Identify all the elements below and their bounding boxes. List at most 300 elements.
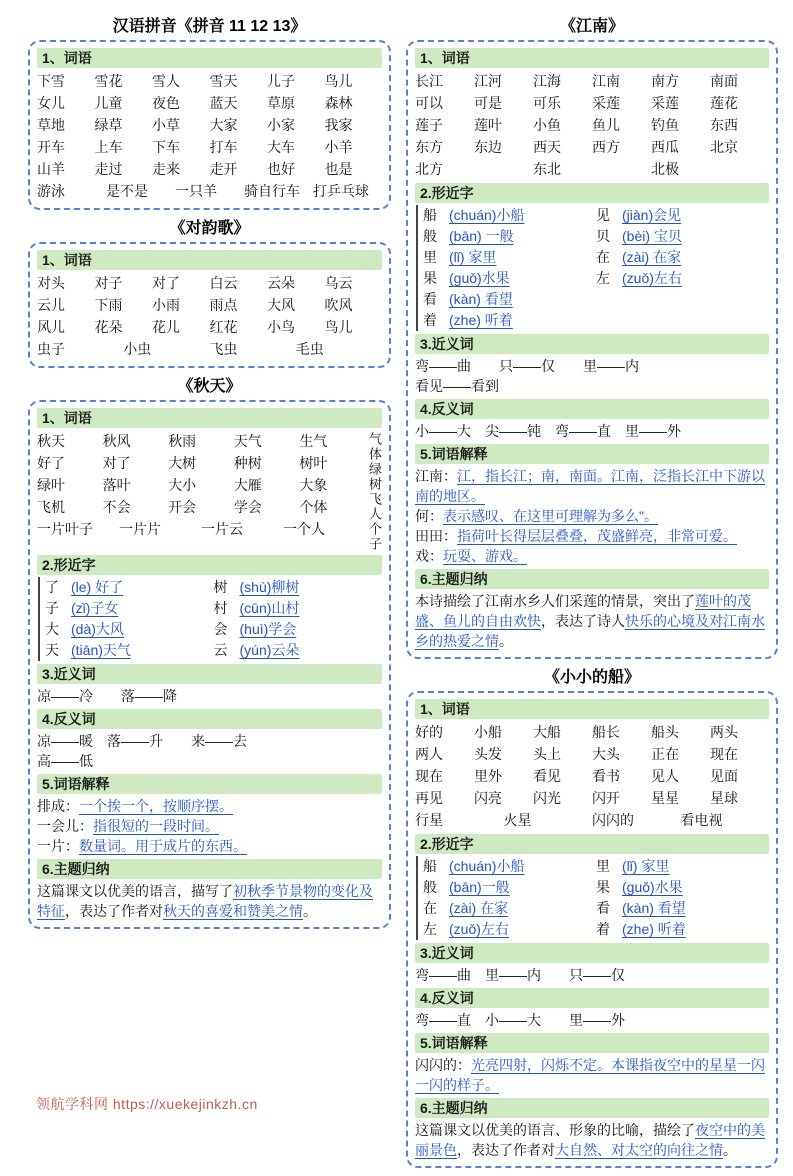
definition xyxy=(37,836,382,856)
text-line: 弯——直 小——大 里——外 xyxy=(415,1012,625,1028)
char: 了 xyxy=(45,579,59,595)
text-line: 小——大 尖——钝 弯——直 里——外 xyxy=(415,423,681,439)
definition xyxy=(415,466,769,506)
char: 般 xyxy=(423,879,437,895)
similar-characters-row xyxy=(45,619,382,640)
char-annotation: (chuán)小船 xyxy=(449,858,525,874)
vertical-words: 气体绿树飞人个子 xyxy=(367,432,382,552)
word: 小鸟 xyxy=(267,319,295,335)
word: 大家 xyxy=(209,117,238,133)
word: 大头 xyxy=(592,746,620,762)
word: 小虫 xyxy=(123,341,152,357)
section-title: 《对韵歌》 xyxy=(169,220,250,237)
char-pair xyxy=(214,598,383,619)
char-annotation: (bèi) 宝贝 xyxy=(622,228,682,244)
similar-characters-row xyxy=(423,877,769,898)
word: 闪亮 xyxy=(474,790,502,806)
word-row xyxy=(37,316,382,338)
word: 生气 xyxy=(299,433,328,449)
definition xyxy=(415,1055,769,1095)
summary-run: 这篇课文以优美的语言、形象的比喻，描绘了 xyxy=(415,1122,695,1138)
text-line: 看见——看到 xyxy=(415,378,499,394)
definition-term: 一片： xyxy=(37,838,79,854)
char: 船 xyxy=(423,207,437,223)
char-annotation: (zhe) 听着 xyxy=(622,921,686,937)
block-header: 3.近义词 xyxy=(37,664,382,684)
char-pair xyxy=(423,289,596,310)
definition-term: 一会儿： xyxy=(37,818,93,834)
word: 吹风 xyxy=(324,297,353,313)
word: 大风 xyxy=(267,297,295,313)
char-annotation: (chuán)小船 xyxy=(449,207,525,223)
word-row xyxy=(415,136,769,158)
block-header: 6.主题归纳 xyxy=(415,1098,769,1118)
char-pair xyxy=(214,640,383,661)
definition-text: 指荷叶长得层层叠叠，茂盛鲜亮，非常可爱。 xyxy=(457,528,737,544)
definition-text: 一个挨一个，按顺序摆。 xyxy=(79,798,233,814)
char: 船 xyxy=(423,858,437,874)
char-annotation: (lǐ) 家里 xyxy=(449,249,497,265)
definition-term: 排成： xyxy=(37,798,79,814)
definition-text: 光亮四射，闪烁不定。本课指夜空中的星星一闪一闪的样子。 xyxy=(415,1057,765,1093)
word: 两人 xyxy=(415,746,443,762)
char: 云 xyxy=(213,642,228,658)
summary-paragraph xyxy=(415,1120,769,1160)
text-lines xyxy=(415,421,769,441)
char-pair xyxy=(423,898,596,919)
word: 北京 xyxy=(710,139,738,155)
word: 采莲 xyxy=(651,95,679,111)
block-header: 5.词语解释 xyxy=(415,1033,769,1053)
word: 对头 xyxy=(37,275,65,291)
char: 树 xyxy=(213,579,228,595)
char-pair xyxy=(423,247,596,268)
word: 也是 xyxy=(324,161,353,177)
definition-text: 表示感叹、在这里可理解为多么"。 xyxy=(443,508,658,524)
block-header: 6.主题归纳 xyxy=(37,859,382,879)
word: 大小 xyxy=(168,477,197,493)
word: 里外 xyxy=(474,768,502,784)
word: 毛虫 xyxy=(295,341,324,357)
char-pair xyxy=(423,268,596,289)
char-annotation: (bān) 一般 xyxy=(449,228,514,244)
char-pair xyxy=(45,577,214,598)
word: 风儿 xyxy=(37,319,65,335)
word: 可是 xyxy=(474,95,502,111)
char-annotation: (kàn) 看望 xyxy=(622,900,686,916)
word: 火星 xyxy=(503,812,532,828)
definition-text: 玩耍、游戏。 xyxy=(443,548,527,564)
word-row xyxy=(37,180,382,202)
block-header: 1、词语 xyxy=(415,699,769,719)
summary-run: 。 xyxy=(499,633,513,649)
summary-run: ，表达了作者对 xyxy=(457,1142,555,1158)
block-header: 4.反义词 xyxy=(37,709,382,729)
definition-term: 田田： xyxy=(415,528,457,544)
char: 看 xyxy=(423,291,437,307)
word: 种树 xyxy=(233,455,262,471)
char-pair xyxy=(423,877,596,898)
char-pair xyxy=(596,268,769,289)
similar-characters-row xyxy=(423,919,769,940)
word: 下雪 xyxy=(37,73,65,89)
char-annotation: (jiàn)会见 xyxy=(622,207,682,223)
word: 鱼儿 xyxy=(592,117,620,133)
word: 骑自行车 xyxy=(244,183,300,199)
char: 见 xyxy=(596,207,610,223)
word: 大车 xyxy=(267,139,295,155)
word-grid xyxy=(37,430,382,552)
char: 在 xyxy=(596,249,610,265)
word-row xyxy=(37,114,382,136)
word: 小鱼 xyxy=(533,117,561,133)
similar-characters-row xyxy=(423,268,769,289)
word: 钓鱼 xyxy=(651,117,679,133)
definitions xyxy=(37,796,382,856)
definitions xyxy=(415,1055,769,1095)
word: 东方 xyxy=(415,139,443,155)
word: 闪闪的 xyxy=(592,812,634,828)
char-pair xyxy=(596,310,769,331)
word: 船头 xyxy=(651,724,679,740)
left-column xyxy=(28,16,391,1176)
similar-characters-row xyxy=(423,205,769,226)
word-row xyxy=(415,70,769,92)
text-lines xyxy=(415,1010,769,1030)
char-annotation: (zài) 在家 xyxy=(449,900,509,916)
word: 秋天 xyxy=(37,433,65,449)
summary-run: 这篇课文以优美的语言，描写了 xyxy=(37,883,233,899)
word-grid-rows xyxy=(415,70,769,180)
definition-text: 数量词。用于成片的东西。 xyxy=(79,838,247,854)
word: 花儿 xyxy=(152,319,180,335)
char: 里 xyxy=(423,249,437,265)
char-pair xyxy=(45,598,214,619)
char-pair xyxy=(596,919,769,940)
char: 般 xyxy=(423,228,437,244)
word: 行星 xyxy=(415,812,443,828)
word: 南方 xyxy=(651,73,679,89)
similar-characters-row xyxy=(423,289,769,310)
section-box xyxy=(406,40,778,659)
word: 两头 xyxy=(710,724,738,740)
word: 东北 xyxy=(533,161,561,177)
word: 草地 xyxy=(37,117,65,133)
word: 树叶 xyxy=(299,455,328,471)
definition-term: 何： xyxy=(415,508,443,524)
word: 长江 xyxy=(415,73,443,89)
word: 森林 xyxy=(324,95,353,111)
word: 一片云 xyxy=(201,521,243,537)
char-pair xyxy=(214,619,383,640)
word-row xyxy=(37,158,382,180)
char-pair xyxy=(214,577,383,598)
char-pair xyxy=(45,619,214,640)
word-row xyxy=(415,809,769,831)
word: 飞机 xyxy=(37,499,65,515)
similar-characters-row xyxy=(423,310,769,331)
word: 正在 xyxy=(651,746,679,762)
block-header: 5.词语解释 xyxy=(37,774,382,794)
definitions xyxy=(415,466,769,566)
word-row xyxy=(37,92,382,114)
definition xyxy=(415,546,769,566)
char: 果 xyxy=(596,879,610,895)
word: 打乒乓球 xyxy=(313,183,369,199)
word: 大船 xyxy=(533,724,561,740)
summary-run: ，表达了作者对 xyxy=(65,903,163,919)
summary-run: 本诗描绘了江南水乡人们采莲的情景，突出了 xyxy=(415,593,695,609)
word-grid xyxy=(415,721,769,831)
text-line: 弯——曲 只——仅 里——内 xyxy=(415,358,639,374)
word-row xyxy=(37,430,365,452)
word: 秋雨 xyxy=(168,433,197,449)
section-box xyxy=(406,691,778,1168)
similar-characters-row xyxy=(423,898,769,919)
block-header: 1、词语 xyxy=(37,48,382,68)
similar-characters-row xyxy=(423,226,769,247)
text-line: 凉——冷 落——降 xyxy=(37,688,177,704)
word: 下车 xyxy=(152,139,180,155)
block-header: 2.形近字 xyxy=(415,834,769,854)
word: 山羊 xyxy=(37,161,65,177)
word: 西方 xyxy=(592,139,620,155)
word: 上车 xyxy=(94,139,123,155)
word: 小雨 xyxy=(152,297,180,313)
word: 头上 xyxy=(533,746,561,762)
word: 雪人 xyxy=(152,73,180,89)
char: 子 xyxy=(45,600,59,616)
word-row xyxy=(37,294,382,316)
word-row xyxy=(415,721,769,743)
block-header: 4.反义词 xyxy=(415,988,769,1008)
char: 在 xyxy=(423,900,437,916)
summary-run: 。 xyxy=(303,903,317,919)
word: 飞虫 xyxy=(209,341,238,357)
definition xyxy=(37,816,382,836)
char-pair xyxy=(423,919,596,940)
word: 红花 xyxy=(209,319,238,335)
word-grid-rows xyxy=(37,272,382,360)
word: 蓝天 xyxy=(209,95,238,111)
summary-run: 夜空中的美丽景色 xyxy=(415,1122,765,1158)
word: 船长 xyxy=(592,724,620,740)
word-grid-rows xyxy=(37,70,382,202)
char-annotation: (guǒ)水果 xyxy=(449,270,510,286)
word: 闪光 xyxy=(533,790,561,806)
definition xyxy=(415,526,769,546)
char-annotation: (huì)学会 xyxy=(239,621,297,637)
word-row xyxy=(37,452,365,474)
char: 村 xyxy=(213,600,228,616)
summary-run: 初秋季节景物的变化及特征 xyxy=(37,883,373,919)
section-box xyxy=(28,400,391,929)
char-pair xyxy=(596,247,769,268)
word: 见人 xyxy=(651,768,679,784)
block-header: 3.近义词 xyxy=(415,334,769,354)
char: 果 xyxy=(423,270,437,286)
section-box xyxy=(28,242,391,368)
char-annotation: (yún)云朵 xyxy=(239,642,300,658)
word-row xyxy=(37,136,382,158)
word: 看电视 xyxy=(680,812,723,828)
word: 江河 xyxy=(474,73,502,89)
word: 星球 xyxy=(710,790,738,806)
char-annotation: (guǒ)水果 xyxy=(622,879,683,895)
word: 再见 xyxy=(415,790,443,806)
block-header: 1、词语 xyxy=(37,408,382,428)
word: 雪花 xyxy=(94,73,123,89)
word: 雨点 xyxy=(209,297,238,313)
word: 看书 xyxy=(592,768,620,784)
word: 西瓜 xyxy=(651,139,679,155)
char-pair xyxy=(596,898,769,919)
word: 小草 xyxy=(152,117,180,133)
word: 江南 xyxy=(592,73,620,89)
word: 女儿 xyxy=(37,95,65,111)
word-row xyxy=(415,92,769,114)
word: 现在 xyxy=(710,746,738,762)
word: 雪天 xyxy=(209,73,238,89)
word: 鸟儿 xyxy=(324,73,353,89)
word: 走过 xyxy=(94,161,123,177)
right-column xyxy=(406,16,778,1176)
word: 打车 xyxy=(209,139,238,155)
char-annotation: (le) 好了 xyxy=(71,579,124,595)
char-pair xyxy=(45,640,214,661)
text-lines xyxy=(415,965,769,985)
similar-characters-row xyxy=(423,856,769,877)
word: 一只羊 xyxy=(175,183,217,199)
summary-paragraph xyxy=(37,881,382,921)
word: 儿子 xyxy=(267,73,295,89)
section-title: 《江南》 xyxy=(559,18,624,35)
word: 看见 xyxy=(533,768,561,784)
word: 对了 xyxy=(102,455,131,471)
char-annotation: (zǐ)子女 xyxy=(71,600,119,616)
char-pair xyxy=(423,310,596,331)
word: 莲子 xyxy=(415,117,443,133)
summary-paragraph xyxy=(415,591,769,651)
summary-run: 。 xyxy=(723,1142,737,1158)
word: 虫子 xyxy=(37,341,65,357)
char xyxy=(596,289,622,310)
char-annotation: (kàn) 看望 xyxy=(449,291,513,307)
word: 大象 xyxy=(299,477,328,493)
word: 花朵 xyxy=(94,319,123,335)
word: 东边 xyxy=(474,139,502,155)
word-grid xyxy=(37,70,382,202)
word-row xyxy=(415,765,769,787)
char: 里 xyxy=(596,858,610,874)
word: 草原 xyxy=(267,95,295,111)
word-row xyxy=(415,114,769,136)
summary-run: 大自然、对太空的向往之情 xyxy=(555,1142,723,1158)
char-annotation: (zài) 在家 xyxy=(622,249,682,265)
char-annotation: (dà)大风 xyxy=(71,621,124,637)
word: 莲花 xyxy=(710,95,738,111)
char-pair xyxy=(596,877,769,898)
char-annotation: (shù)柳树 xyxy=(239,579,300,595)
word: 乌云 xyxy=(324,275,353,291)
similar-characters-row xyxy=(45,598,382,619)
word: 江海 xyxy=(533,73,561,89)
word: 小家 xyxy=(267,117,295,133)
word: 走来 xyxy=(152,161,180,177)
word: 我家 xyxy=(324,117,353,133)
block-header: 6.主题归纳 xyxy=(415,569,769,589)
char-pair xyxy=(423,205,596,226)
word: 可乐 xyxy=(533,95,561,111)
definition xyxy=(415,506,769,526)
word: 不会 xyxy=(102,499,131,515)
definition-term: 江南： xyxy=(415,468,457,484)
word: 北方 xyxy=(415,161,443,177)
word: 北极 xyxy=(651,161,679,177)
word: 采莲 xyxy=(592,95,620,111)
similar-characters-row xyxy=(45,577,382,598)
word-row xyxy=(415,787,769,809)
section-title: 汉语拼音《拼音 11 12 13》 xyxy=(112,18,307,35)
section-title: 《小小的船》 xyxy=(543,669,640,686)
word: 好了 xyxy=(37,455,65,471)
block-header: 3.近义词 xyxy=(415,943,769,963)
word-row xyxy=(37,338,382,360)
similar-characters-row xyxy=(45,640,382,661)
word-grid-rows xyxy=(37,430,365,552)
block-header: 4.反义词 xyxy=(415,399,769,419)
word: 星星 xyxy=(651,790,679,806)
word: 莲叶 xyxy=(474,117,502,133)
char-annotation: (zuǒ)左右 xyxy=(622,270,682,286)
block-header: 2.形近字 xyxy=(37,555,382,575)
similar-characters-row xyxy=(423,247,769,268)
char: 贝 xyxy=(596,228,610,244)
word: 云朵 xyxy=(267,275,295,291)
block-header: 5.词语解释 xyxy=(415,444,769,464)
similar-characters xyxy=(416,205,769,331)
word-row xyxy=(37,272,382,294)
word-row xyxy=(37,518,365,540)
char-pair xyxy=(596,856,769,877)
word: 头发 xyxy=(474,746,502,762)
word-grid xyxy=(37,272,382,360)
word-grid-rows xyxy=(415,721,769,831)
word: 闪开 xyxy=(592,790,620,806)
char-annotation: (cūn)山村 xyxy=(239,600,300,616)
word: 绿草 xyxy=(94,117,123,133)
word: 西天 xyxy=(533,139,561,155)
word: 大树 xyxy=(168,455,197,471)
text-lines xyxy=(37,686,382,706)
word: 下雨 xyxy=(94,297,123,313)
char-pair xyxy=(423,226,596,247)
word: 一片叶子 xyxy=(37,521,93,537)
watermark: 领航学科网 https://xuekejinkzh.cn xyxy=(36,1096,258,1112)
word-row xyxy=(415,158,769,180)
summary-run: ，表达了诗人 xyxy=(541,613,625,629)
word-row xyxy=(37,474,365,496)
char-annotation: (bān)一般 xyxy=(449,879,510,895)
char-pair xyxy=(596,226,769,247)
word: 绿叶 xyxy=(37,477,65,493)
similar-characters xyxy=(416,856,769,940)
word: 是不是 xyxy=(106,183,148,199)
text-lines xyxy=(415,356,769,396)
char-annotation: (zuǒ)左右 xyxy=(449,921,509,937)
word: 游泳 xyxy=(37,183,65,199)
word: 秋风 xyxy=(102,433,131,449)
